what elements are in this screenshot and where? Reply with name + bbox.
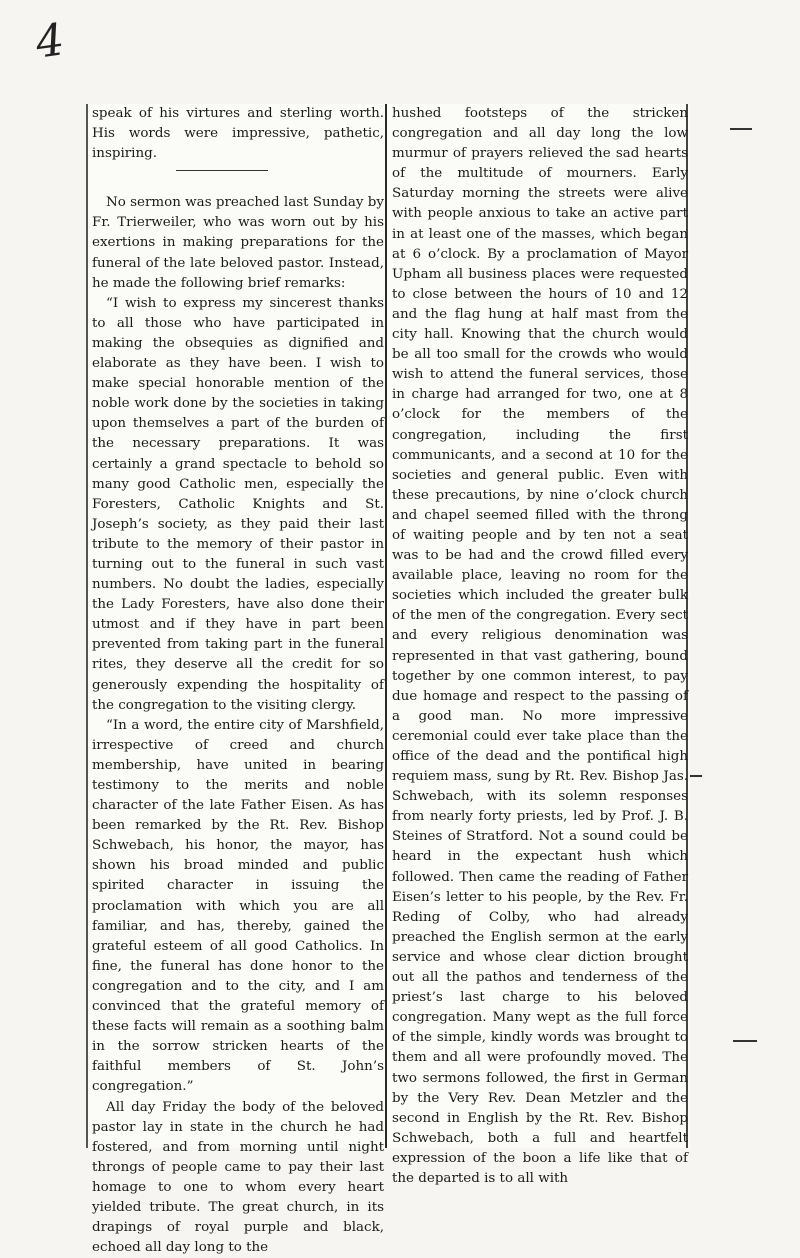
margin-mark	[690, 775, 702, 777]
margin-mark	[730, 128, 752, 130]
paragraph-friday: All day Friday the body of the beloved pastor lay in state in the church he had fostered, and from morning until night throngs of people came to pay their last homage to one to whom every heart yielded tribute. The great church, in its drapings of royal purple and black, echoed all day long to the	[92, 1098, 384, 1258]
paragraph-continued: speak of his virtures and sterling worth. His words were impressive, pathetic, inspiring.	[92, 104, 384, 164]
paragraph-city: “In a word, the entire city of Marshfield, irrespective of creed and church membership, have united in bearing testimony to the merits and noble character of the late Father Eisen. As has been remarked by the Rt. Rev. Bishop Schwebach, his honor, the mayor, has shown his broad minded and public spirited character in issuing the proclamation with which you are all familiar, and has, thereby, gained the grateful esteem of all good Catholics. In fine, the funeral has done honor to the congregation and to the city, and I am convinced that the grateful memory of these facts will remain as a soothing balm in the sorrow stricken hearts of the faithful members of St. John’s congregation.”	[92, 716, 384, 1098]
newspaper-clipping	[86, 104, 690, 1148]
page-number: 4	[33, 14, 68, 68]
paragraph-no-sermon: No sermon was preached last Sunday by Fr. Trierweiler, who was worn out by his exertions in making preparations for the funeral of the late beloved pastor. Instead, he made the following brief remarks:	[92, 193, 384, 293]
paragraph-remarks: “I wish to express my sincerest thanks to all those who have participated in making the obsequies as dignified and elaborate as they have been. I wish to make special honorable mention of the noble work done by the societies in taking upon themselves a part of the burden of the necessary preparations. It was certainly a grand spectacle to behold so many good Catholic men, especially the Foresters, Catholic Knights and St. Joseph’s society, as they paid their last tribute to the memory of their pastor in turning out to the funeral in such vast numbers. No doubt the ladies, especially the Lady Foresters, have also done their utmost and if they have in part been prevented from taking part in the funeral rites, they deserve all the credit for so generously expending the hospitality of the congregation to the visiting clergy.	[92, 294, 384, 716]
margin-mark	[733, 1040, 757, 1042]
column-divider	[385, 104, 387, 1148]
section-rule	[176, 170, 268, 171]
paragraph-saturday: hushed footsteps of the stricken congregation and all day long the low murmur of prayers relieved the sad hearts of the multitude of mourners. Early Saturday morning the streets were alive with people anxious to take an active part in at least one of the masses, which began at 6 o’clock. By a proclamation of Mayor Upham all business places were requested to close between the hours of 10 and 12 and the flag hung at half mast from the city hall. Knowing that the church would be all too small for the crowds who would wish to attend the funeral services, those in charge had arranged for two, one at 8 o’clock for the members of the congregation, including the first communicants, and a second at 10 for the societies and general public. Even with these precautions, by nine o’clock church and chapel seemed filled with the throng of waiting people and by ten not a seat was to be had and the crowd filled every available place, leaving no room for the societies which included the greater bulk of the men of the congregation. Every sect and every religious denomination was represented in that vast gathering, bound together by one common interest, to pay due homage and respect to the passing of a good man. No more impressive ceremonial could ever take place than the office of the dead and the pontifical high requiem mass, sung by Rt. Rev. Bishop Jas. Schwebach, with its solemn responses from nearly forty priests, led by Prof. J. B. Steines of Stratford. Not a sound could be heard in the expectant hush which followed. Then came the reading of Father Eisen’s letter to his people, by the Rev. Fr. Reding of Colby, who had already preached the English sermon at the early service and whose clear diction brought out all the pathos and tenderness of the priest’s last charge to his beloved congregation. Many wept as the full force of the simple, kindly words was brought to them and all were profoundly moved. The two sermons followed, the first in German by the Very Rev. Dean Metzler and the second in English by the Rt. Rev. Bishop Schwebach, both a full and heartfelt expression of the boon a life like that of the departed is to all with	[392, 104, 688, 1189]
left-column	[86, 104, 384, 1148]
right-column	[388, 104, 688, 1148]
